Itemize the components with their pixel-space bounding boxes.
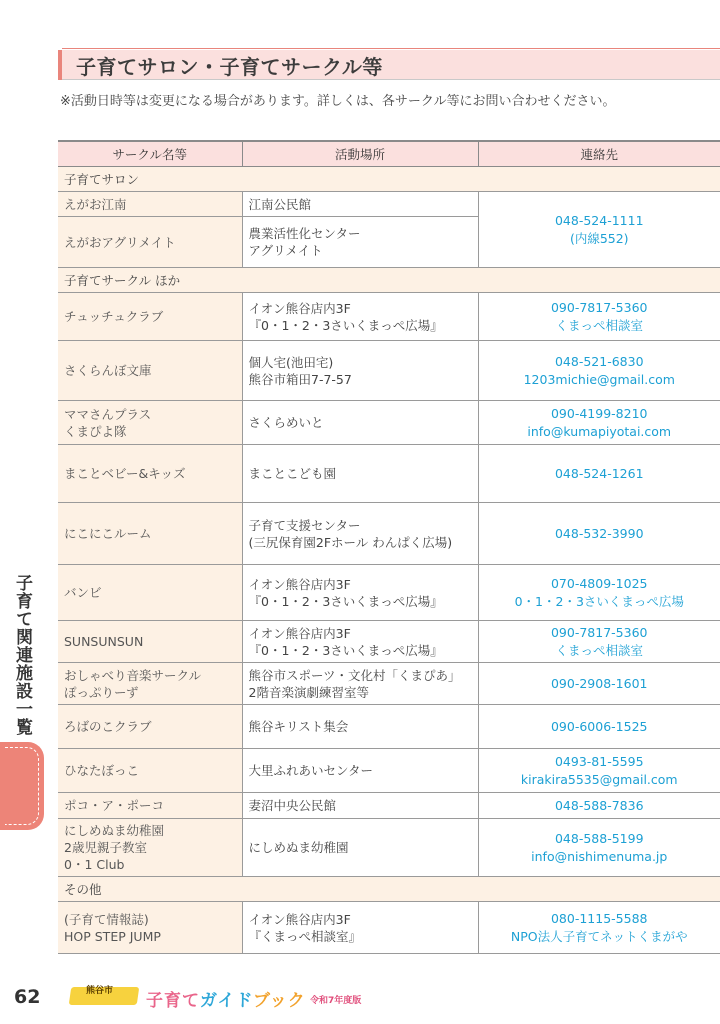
activity-place: 大里ふれあいセンター	[242, 749, 478, 793]
contact-info: 090-4199-8210 info@kumapiyotai.com	[478, 401, 720, 445]
guidebook-title	[146, 986, 306, 1011]
activity-place: 江南公民館	[242, 192, 478, 217]
city-name: 熊谷市	[86, 986, 114, 996]
section-title-band	[58, 50, 720, 80]
section-row-salon	[58, 167, 720, 192]
table-row	[58, 503, 720, 565]
table-row	[58, 401, 720, 445]
tab-stitch	[5, 747, 39, 825]
circle-name: ポコ・ア・ポーコ	[58, 793, 242, 819]
title-rule-top	[62, 48, 720, 49]
activity-place: イオン熊谷店内3F 『0・1・2・3さいくまっぺ広場』	[242, 621, 478, 663]
activity-place: 子育て支援センター (三尻保育園2Fホール わんぱく広場)	[242, 503, 478, 565]
title-rule-bottom	[62, 79, 720, 80]
guide-title-part1: 子育て	[146, 991, 200, 1011]
contact-info: 048-532-3990	[478, 503, 720, 565]
page-number: 62	[14, 986, 41, 1008]
circle-name: えがお江南	[58, 192, 242, 217]
header-name: サークル名等	[58, 141, 242, 167]
activity-place: イオン熊谷店内3F 『0・1・2・3さいくまっぺ広場』	[242, 565, 478, 621]
header-place: 活動場所	[242, 141, 478, 167]
circle-name: まことベビー&キッズ	[58, 445, 242, 503]
section-row-other	[58, 877, 720, 902]
contact-info: 080-1115-5588 NPO法人子育てネットくまがや	[478, 902, 720, 954]
section-title: 子育てサロン・子育てサークル等	[76, 55, 383, 79]
contact-info: 070-4809-1025 0・1・2・3さいくまっぺ広場	[478, 565, 720, 621]
table-row	[58, 565, 720, 621]
table-row	[58, 749, 720, 793]
circle-name: バンビ	[58, 565, 242, 621]
contact-info: 090-7817-5360 くまっぺ相談室	[478, 621, 720, 663]
contact-info: 090-7817-5360 くまっぺ相談室	[478, 293, 720, 341]
contact-info: 048-524-1111 (内線552)	[478, 192, 720, 268]
table-row	[58, 445, 720, 503]
guide-title-part2: ガイド	[200, 991, 253, 1011]
table-header-row	[58, 141, 720, 167]
table-row	[58, 192, 720, 217]
section-label: 子育てサロン	[58, 167, 720, 192]
table-row	[58, 793, 720, 819]
header-contact: 連絡先	[478, 141, 720, 167]
circle-name: SUNSUNSUN	[58, 621, 242, 663]
table-row	[58, 819, 720, 877]
circle-table	[58, 140, 720, 954]
activity-place: 農業活性化センター アグリメイト	[242, 217, 478, 268]
circle-name: おしゃべり音楽サークル ぽっぷりーず	[58, 663, 242, 705]
activity-place: 個人宅(池田宅) 熊谷市箱田7-7-57	[242, 341, 478, 401]
table-row	[58, 341, 720, 401]
section-label: その他	[58, 877, 720, 902]
chapter-index-tab	[0, 742, 44, 830]
section-row-circle	[58, 268, 720, 293]
section-label: 子育てサークル ほか	[58, 268, 720, 293]
activity-place: 熊谷市スポーツ・文化村「くまぴあ」 2階音楽演劇練習室等	[242, 663, 478, 705]
activity-place: 熊谷キリスト集会	[242, 705, 478, 749]
activity-place: イオン熊谷店内3F 『0・1・2・3さいくまっぺ広場』	[242, 293, 478, 341]
circle-name: ママさんプラス くまぴよ隊	[58, 401, 242, 445]
circle-name: チュッチュクラブ	[58, 293, 242, 341]
guide-title-part3: ブック	[252, 991, 306, 1011]
contact-info: 090-6006-1525	[478, 705, 720, 749]
table-row	[58, 902, 720, 954]
table-row	[58, 705, 720, 749]
edition-year: 令和7年度版	[310, 996, 362, 1006]
activity-place: にしめぬま幼稚園	[242, 819, 478, 877]
circle-name: にこにこルーム	[58, 503, 242, 565]
contact-info: 0493-81-5595 kirakira5535@gmail.com	[478, 749, 720, 793]
activity-place: さくらめいと	[242, 401, 478, 445]
contact-info: 048-588-7836	[478, 793, 720, 819]
circle-name: ろばのこクラブ	[58, 705, 242, 749]
activity-place: まことこども園	[242, 445, 478, 503]
table-row	[58, 293, 720, 341]
contact-info: 048-521-6830 1203michie@gmail.com	[478, 341, 720, 401]
circle-name: えがおアグリメイト	[58, 217, 242, 268]
contact-info: 048-524-1261	[478, 445, 720, 503]
table-row	[58, 663, 720, 705]
notice-text: ※活動日時等は変更になる場合があります。詳しくは、各サークル等にお問い合わせください。	[60, 94, 616, 109]
chapter-side-label: 子育て関連施設一覧	[12, 574, 32, 736]
contact-info: 048-588-5199 info@nishimenuma.jp	[478, 819, 720, 877]
circle-name: (子育て情報誌) HOP STEP JUMP	[58, 902, 242, 954]
table-row	[58, 621, 720, 663]
contact-info: 090-2908-1601	[478, 663, 720, 705]
activity-place: イオン熊谷店内3F 『くまっぺ相談室』	[242, 902, 478, 954]
circle-name: さくらんぼ文庫	[58, 341, 242, 401]
circle-name: ひなたぼっこ	[58, 749, 242, 793]
activity-place: 妻沼中央公民館	[242, 793, 478, 819]
circle-name: にしめぬま幼稚園 2歳児親子教室 0・1 Club	[58, 819, 242, 877]
